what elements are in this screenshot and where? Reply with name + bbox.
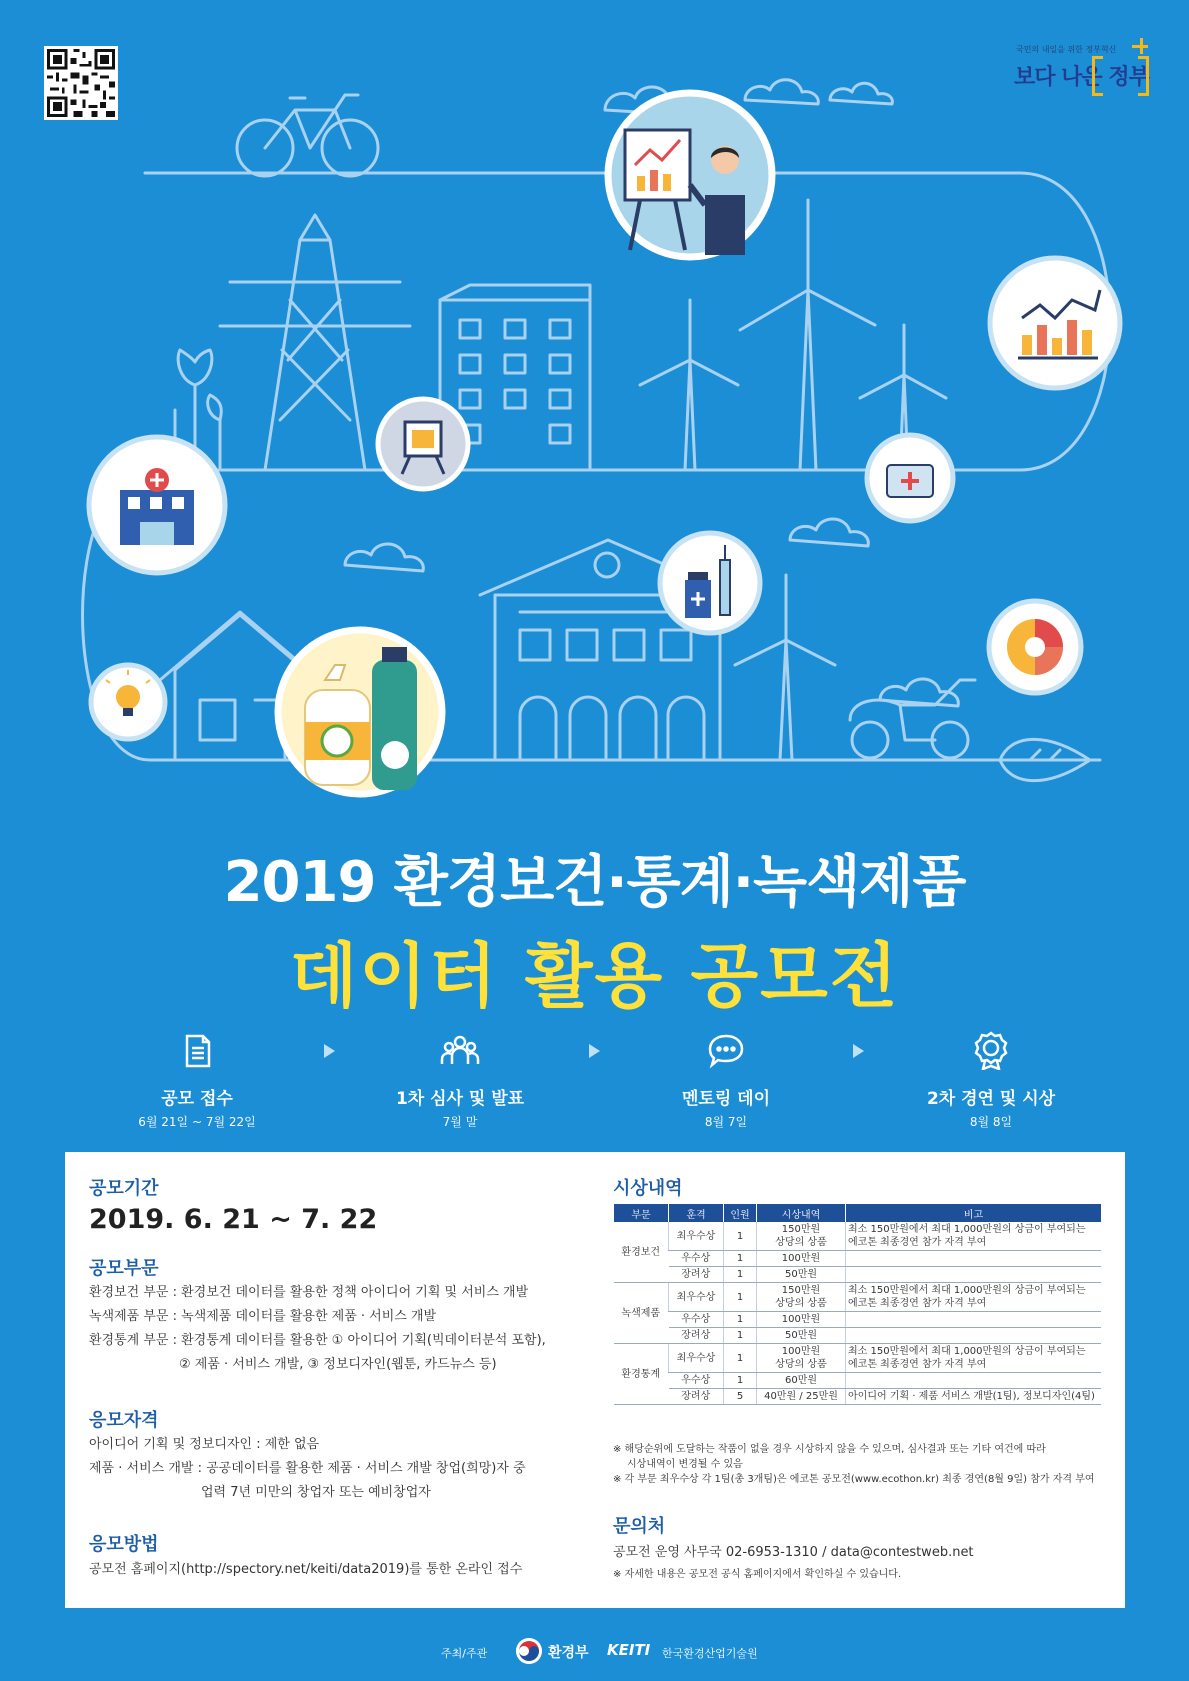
document-icon bbox=[177, 1030, 217, 1070]
award-rank: 장려상 bbox=[669, 1389, 724, 1405]
title-line-2: 데이터 활용 공모전 bbox=[289, 935, 900, 1017]
award-prize bbox=[757, 1222, 846, 1251]
table-row bbox=[614, 1389, 1102, 1405]
award-section: 환경보건 bbox=[614, 1222, 669, 1283]
step-date: 7월 말 bbox=[442, 1115, 478, 1129]
scooter-icon bbox=[850, 680, 975, 758]
government-emblem-icon bbox=[516, 1638, 542, 1664]
award-count: 1 bbox=[724, 1328, 757, 1344]
table-row bbox=[614, 1222, 1102, 1251]
award-note bbox=[846, 1267, 1102, 1283]
step-final bbox=[871, 1030, 1111, 1130]
award-prize-line: 100만원 bbox=[781, 1314, 821, 1325]
info-panel bbox=[65, 1152, 1125, 1608]
award-prize bbox=[757, 1283, 846, 1312]
award-note-line: 에코톤 최종경연 참가 자격 부여 bbox=[848, 1298, 987, 1309]
medal-icon bbox=[971, 1030, 1011, 1070]
award-rank: 우수상 bbox=[669, 1251, 724, 1267]
award-prize bbox=[757, 1328, 846, 1344]
awards-table bbox=[613, 1204, 1101, 1405]
period-heading: 공모기간 bbox=[89, 1178, 159, 1199]
award-note bbox=[846, 1251, 1102, 1267]
awards-note: 시상내역이 변경될 수 있음 bbox=[627, 1459, 743, 1470]
award-rank: 장려상 bbox=[669, 1267, 724, 1283]
award-count: 1 bbox=[724, 1312, 757, 1328]
step-mentoring bbox=[606, 1030, 846, 1130]
award-note bbox=[846, 1283, 1102, 1312]
award-prize bbox=[757, 1389, 846, 1405]
column-header: 시상내역 bbox=[757, 1204, 846, 1222]
award-rank: 우수상 bbox=[669, 1373, 724, 1389]
award-count: 1 bbox=[724, 1222, 757, 1251]
contact-line[interactable]: 공모전 운영 사무국 02-6953-1310 / data@contestweb.net bbox=[613, 1545, 974, 1560]
awards-note: ※ 해당순위에 도달하는 작품이 없을 경우 시상하지 않을 수 있으며, 심사결과 또는 기타 여건에 따라 bbox=[613, 1444, 1046, 1455]
keiti-logo: KEITI bbox=[607, 1641, 651, 1659]
medicine-badge-icon bbox=[660, 533, 760, 633]
table-row bbox=[614, 1283, 1102, 1312]
award-note-line: 최소 150만원에서 최대 1,000만원의 상금이 부여되는 bbox=[848, 1346, 1086, 1357]
award-prize-line: 150만원 bbox=[781, 1285, 821, 1296]
award-count: 1 bbox=[724, 1267, 757, 1283]
award-note-line: 최소 150만원에서 최대 1,000만원의 상금이 부여되는 bbox=[848, 1224, 1086, 1235]
category-line: 환경보건 부문 : 환경보건 데이터를 활용한 정책 아이디어 기획 및 서비스 개발 bbox=[89, 1285, 529, 1300]
award-prize-line: 40만원 / 25만원 bbox=[764, 1391, 838, 1402]
awards-heading: 시상내역 bbox=[613, 1178, 683, 1199]
step-arrow-icon bbox=[853, 1044, 864, 1058]
award-note bbox=[846, 1312, 1102, 1328]
contact-heading: 문의처 bbox=[613, 1516, 666, 1537]
award-count: 1 bbox=[724, 1344, 757, 1373]
city-environment-illustration bbox=[0, 0, 1189, 820]
ministry-name: 환경부 bbox=[548, 1645, 589, 1661]
award-prize-line: 상당의 상품 bbox=[775, 1359, 827, 1370]
period-value: 2019. 6. 21 ~ 7. 22 bbox=[89, 1204, 378, 1235]
brand-tagline: 국민의 내일을 위한 정부혁신 bbox=[1016, 45, 1117, 54]
title-line-1: 2019 환경보건·통계·녹색제품 bbox=[223, 850, 966, 915]
category-line: ② 제품 · 서비스 개발, ③ 정보디자인(웹툰, 카드뉴스 등) bbox=[179, 1357, 497, 1372]
eligibility-heading: 응모자격 bbox=[89, 1410, 159, 1431]
step-label: 2차 경연 및 시상 bbox=[926, 1089, 1056, 1109]
award-note bbox=[846, 1328, 1102, 1344]
presentation-badge-icon bbox=[608, 93, 772, 257]
step-label: 공모 접수 bbox=[161, 1089, 233, 1109]
award-note bbox=[846, 1389, 1102, 1405]
award-section: 녹색제품 bbox=[614, 1283, 669, 1344]
award-rank: 최우수상 bbox=[669, 1283, 724, 1312]
award-note bbox=[846, 1344, 1102, 1373]
award-count: 5 bbox=[724, 1389, 757, 1405]
awards-note: ※ 각 부문 최우수상 각 1팀(총 3개팀)은 에코톤 공모전(www.ecothon.kr) 최종 경연(8월 9일) 참가 자격 부여 bbox=[613, 1474, 1095, 1485]
award-prize bbox=[757, 1251, 846, 1267]
method-heading: 응모방법 bbox=[89, 1534, 159, 1555]
step-arrow-icon bbox=[589, 1044, 600, 1058]
step-label: 1차 심사 및 발표 bbox=[395, 1089, 525, 1109]
chart-badge-icon bbox=[990, 258, 1120, 388]
award-prize bbox=[757, 1344, 846, 1373]
pie-chart-badge-icon bbox=[989, 601, 1081, 693]
award-rank: 최우수상 bbox=[669, 1344, 724, 1373]
award-rank: 최우수상 bbox=[669, 1222, 724, 1251]
eligibility-line: 아이디어 기획 및 정보디자인 : 제한 없음 bbox=[89, 1437, 320, 1452]
footer bbox=[0, 1636, 1189, 1672]
hospital-badge-icon bbox=[89, 437, 225, 573]
award-note-line: 아이디어 기획 · 제품 서비스 개발(1팀), 정보디자인(4팀) bbox=[848, 1391, 1095, 1402]
step-label: 멘토링 데이 bbox=[681, 1089, 771, 1109]
easel-badge-icon bbox=[378, 399, 468, 489]
contact-note: ※ 자세한 내용은 공모전 공식 홈페이지에서 확인하실 수 있습니다. bbox=[613, 1569, 902, 1580]
table-row bbox=[614, 1328, 1102, 1344]
category-line: 환경통계 부문 : 환경통계 데이터를 활용한 ① 아이디어 기획(빅데이터분석 포함), bbox=[89, 1333, 546, 1348]
award-prize-line: 50만원 bbox=[784, 1330, 818, 1341]
column-header: 비고 bbox=[846, 1204, 1102, 1222]
award-note-line: 에코톤 최종경연 참가 자격 부여 bbox=[848, 1237, 987, 1248]
award-prize bbox=[757, 1267, 846, 1283]
brand-name: 보다 나은 정부 bbox=[1014, 65, 1149, 90]
awards-header-row bbox=[614, 1204, 1102, 1222]
award-prize bbox=[757, 1312, 846, 1328]
award-prize-line: 상당의 상품 bbox=[775, 1237, 827, 1248]
table-row bbox=[614, 1267, 1102, 1283]
column-header: 부문 bbox=[614, 1204, 669, 1222]
eligibility-line: 업력 7년 미만의 창업자 또는 예비창업자 bbox=[201, 1485, 431, 1500]
eligibility-line: 제품 · 서비스 개발 : 공공데이터를 활용한 제품 · 서비스 개발 창업(희망)자 중 bbox=[89, 1461, 526, 1476]
award-note bbox=[846, 1373, 1102, 1389]
bicycle-icon bbox=[237, 95, 378, 176]
keiti-name: 한국환경산업기술원 bbox=[662, 1647, 758, 1660]
green-products-badge-icon bbox=[278, 630, 442, 794]
table-row bbox=[614, 1344, 1102, 1373]
leaf-icon bbox=[1000, 739, 1090, 780]
award-note-line: 에코톤 최종경연 참가 자격 부여 bbox=[848, 1359, 987, 1370]
table-row bbox=[614, 1373, 1102, 1389]
step-arrow-icon bbox=[324, 1044, 335, 1058]
table-row bbox=[614, 1312, 1102, 1328]
categories-heading: 공모부문 bbox=[89, 1258, 159, 1279]
award-count: 1 bbox=[724, 1283, 757, 1312]
award-prize-line: 150만원 bbox=[781, 1224, 821, 1235]
method-text[interactable]: 공모전 홈페이지(http://spectory.net/keiti/data2019)를 통한 온라인 접수 bbox=[89, 1562, 523, 1577]
category-line: 녹색제품 부문 : 녹색제품 데이터를 활용한 제품 · 서비스 개발 bbox=[89, 1309, 437, 1324]
award-prize bbox=[757, 1373, 846, 1389]
award-prize-line: 100만원 bbox=[781, 1253, 821, 1264]
step-submission bbox=[77, 1030, 317, 1130]
award-rank: 우수상 bbox=[669, 1312, 724, 1328]
award-count: 1 bbox=[724, 1251, 757, 1267]
award-prize-line: 100만원 bbox=[781, 1346, 821, 1357]
step-first-review bbox=[340, 1030, 580, 1130]
table-row bbox=[614, 1251, 1102, 1267]
award-section: 환경통계 bbox=[614, 1344, 669, 1405]
award-count: 1 bbox=[724, 1373, 757, 1389]
first-aid-badge-icon bbox=[867, 435, 953, 521]
award-note-line: 최소 150만원에서 최대 1,000만원의 상금이 부여되는 bbox=[848, 1285, 1086, 1296]
award-rank: 장려상 bbox=[669, 1328, 724, 1344]
column-header: 인원 bbox=[724, 1204, 757, 1222]
lightbulb-badge-icon bbox=[91, 665, 165, 739]
column-header: 훈격 bbox=[669, 1204, 724, 1222]
people-icon bbox=[440, 1030, 480, 1070]
step-date: 8월 8일 bbox=[969, 1115, 1013, 1129]
award-prize-line: 상당의 상품 bbox=[775, 1298, 827, 1309]
chat-bubble-icon bbox=[706, 1030, 746, 1070]
award-note bbox=[846, 1222, 1102, 1251]
award-prize-line: 60만원 bbox=[784, 1375, 818, 1386]
step-date: 6월 21일 ~ 7월 22일 bbox=[138, 1115, 256, 1129]
award-prize-line: 50만원 bbox=[784, 1269, 818, 1280]
host-label: 주최/주관 bbox=[441, 1647, 488, 1660]
step-date: 8월 7일 bbox=[704, 1115, 748, 1129]
